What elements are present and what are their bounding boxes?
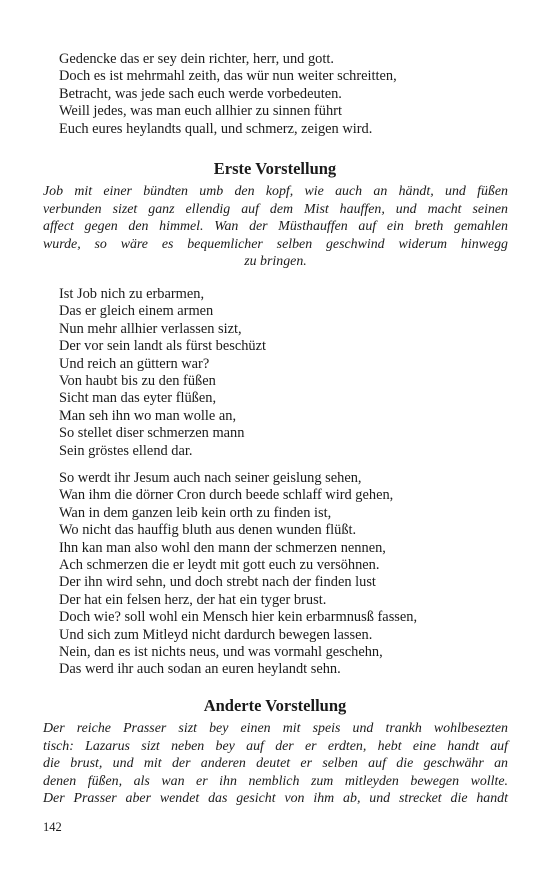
verse-line: Wan in dem ganzen leib kein orth zu finden ist,: [59, 504, 332, 521]
direction-line: Der reiche Prasser sizt bey einen mit speis und trankh wohlbesezten: [43, 721, 508, 736]
direction-line: Job mit einer bündten umb den kopf, wie auch an händt, und füßen: [43, 184, 508, 199]
verse-line: So stellet diser schmerzen mann: [59, 425, 245, 442]
verse-line: Doch wie? soll wohl ein Mensch hier kein erbarmnusß fassen,: [59, 609, 418, 626]
page-number: 142: [43, 820, 62, 834]
section-heading-erste: Erste Vorstellung: [213, 159, 337, 178]
direction-line: die brust, und mit der anderen deutet er selben auf die geschwähr an: [43, 756, 508, 772]
verse-line: Gedencke das er sey dein richter, herr, und gott.: [59, 51, 334, 67]
direction-line: Der Prasser aber wendet das gesicht von ihm ab, und strecket die handt: [43, 791, 508, 807]
direction-line: wurde, so wäre es bequemlicher selben geschwind widerum hinwegg: [43, 236, 508, 252]
verse-line: Sein gröstes ellend dar.: [59, 442, 193, 459]
direction-line: tisch: Lazarus sizt neben bey auf der er erdten, hebt eine handt auf: [43, 738, 508, 754]
verse-line: Man seh ihn wo man wolle an,: [59, 407, 237, 424]
direction-line: zu bringen.: [244, 254, 307, 270]
verse-line: Nun mehr allhier verlassen sizt,: [59, 320, 242, 337]
verse-line: Betracht, was jede sach euch werde vorbedeuten.: [59, 85, 342, 102]
verse-line: Ach schmerzen die er leydt mit gott euch zu versöhnen.: [59, 557, 380, 574]
stanza-top: [59, 51, 397, 138]
verse-line: Nein, dan es ist nichts neus, und was vormahl geschehn,: [59, 644, 383, 661]
verse-line: Ihn kan man also wohl den mann der schmerzen nennen,: [59, 539, 386, 556]
verse-line: Sicht man das eyter flüßen,: [59, 390, 217, 407]
verse-line: So werdt ihr Jesum auch nach seiner geislung sehen,: [59, 470, 362, 486]
verse-line: Wo nicht das hauffig bluth aus denen wunden flüßt.: [59, 522, 357, 539]
verse-line: Der hat ein felsen herz, der hat ein tyger brust.: [59, 591, 327, 608]
verse-line: Und sich zum Mitleyd nicht dardurch bewegen lassen.: [59, 626, 373, 643]
stanza-job: [59, 286, 266, 460]
verse-line: Der vor sein landt als fürst beschüzt: [59, 338, 267, 355]
verse-line: Und reich an güttern war?: [59, 355, 210, 372]
verse-line: Euch eures heylandts quall, und schmerz, zeigen wird.: [59, 120, 373, 137]
direction-line: denen füßen, als wan er ihn nemblich zum mitleyden bewegen wollte.: [43, 773, 508, 789]
section-heading-anderte: Anderte Vorstellung: [203, 696, 347, 715]
verse-line: Wan ihm die dörner Cron durch beede schlaff wird gehen,: [59, 487, 394, 504]
direction-line: affect gegen den himmel. Wan der Müsthauffen auf ein breth gemahlen: [43, 219, 508, 235]
verse-line: Weill jedes, was man euch allhier zu sinnen führt: [59, 103, 342, 120]
stage-direction-erste: [43, 183, 508, 271]
verse-line: Von haubt bis zu den füßen: [59, 373, 216, 390]
stanza-jesus: [59, 470, 417, 679]
verse-line: Doch es ist mehrmahl zeith, das wür nun weiter schreitten,: [59, 68, 397, 85]
stage-direction-anderte: [43, 720, 508, 808]
verse-line: Das werd ihr auch sodan an euren heylandt sehn.: [59, 661, 341, 678]
verse-line: Ist Job nich zu erbarmen,: [59, 286, 205, 302]
verse-line: Der ihn wird sehn, und doch strebt nach der finden lust: [59, 574, 376, 591]
verse-line: Das er gleich einem armen: [59, 303, 214, 320]
direction-line: verbunden sizet ganz ellendig auf dem Mist hauffen, und macht seinen: [43, 201, 508, 217]
